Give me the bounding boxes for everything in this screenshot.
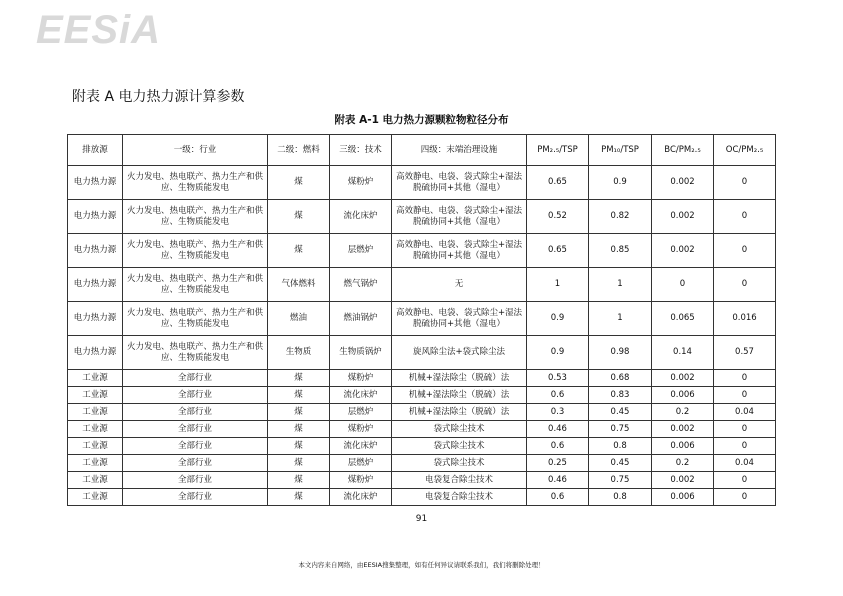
cell-control-facility: 袋式除尘技术 — [392, 421, 527, 438]
cell-fuel: 煤 — [268, 421, 330, 438]
cell-bc-pm25: 0.006 — [652, 489, 714, 506]
cell-industry: 火力发电、热电联产、热力生产和供应、生物质能发电 — [123, 200, 268, 234]
cell-industry: 火力发电、热电联产、热力生产和供应、生物质能发电 — [123, 336, 268, 370]
cell-oc-pm25: 0 — [714, 234, 776, 268]
col-header-industry: 一级：行业 — [123, 135, 268, 166]
cell-industry: 全部行业 — [123, 404, 268, 421]
cell-bc-pm25: 0.002 — [652, 166, 714, 200]
cell-technology: 流化床炉 — [330, 438, 392, 455]
table-row — [68, 302, 776, 336]
col-header-bc-pm25: BC/PM₂.₅ — [652, 135, 714, 166]
cell-control-facility: 电袋复合除尘技术 — [392, 472, 527, 489]
table-row — [68, 336, 776, 370]
table-row — [68, 421, 776, 438]
cell-technology: 层燃炉 — [330, 455, 392, 472]
particle-size-table — [67, 134, 776, 506]
cell-oc-pm25: 0 — [714, 489, 776, 506]
cell-industry: 火力发电、热电联产、热力生产和供应、生物质能发电 — [123, 302, 268, 336]
cell-oc-pm25: 0.57 — [714, 336, 776, 370]
cell-pm10-tsp: 1 — [589, 302, 652, 336]
cell-fuel: 煤 — [268, 404, 330, 421]
cell-control-facility: 机械+湿法除尘（脱硫）法 — [392, 370, 527, 387]
cell-pm25-tsp: 0.3 — [527, 404, 589, 421]
table-row — [68, 200, 776, 234]
cell-technology: 流化床炉 — [330, 387, 392, 404]
cell-oc-pm25: 0 — [714, 200, 776, 234]
cell-source: 工业源 — [68, 455, 123, 472]
table-caption: 附表 A-1 电力热力源颗粒物粒径分布 — [334, 114, 509, 126]
cell-pm25-tsp: 0.46 — [527, 472, 589, 489]
cell-oc-pm25: 0.04 — [714, 404, 776, 421]
cell-pm10-tsp: 0.82 — [589, 200, 652, 234]
col-header-control-facility: 四级：末端治理设施 — [392, 135, 527, 166]
cell-source: 工业源 — [68, 421, 123, 438]
cell-pm10-tsp: 0.85 — [589, 234, 652, 268]
cell-source: 工业源 — [68, 370, 123, 387]
table-row — [68, 268, 776, 302]
cell-pm25-tsp: 0.6 — [527, 387, 589, 404]
cell-fuel: 煤 — [268, 200, 330, 234]
col-header-pm25-tsp: PM₂.₅/TSP — [527, 135, 589, 166]
table-row — [68, 387, 776, 404]
cell-fuel: 煤 — [268, 455, 330, 472]
cell-technology: 煤粉炉 — [330, 166, 392, 200]
cell-pm25-tsp: 0.46 — [527, 421, 589, 438]
cell-pm10-tsp: 0.68 — [589, 370, 652, 387]
cell-source: 工业源 — [68, 404, 123, 421]
cell-technology: 流化床炉 — [330, 200, 392, 234]
eesia-logo: EESiA — [36, 8, 162, 52]
cell-industry: 全部行业 — [123, 421, 268, 438]
cell-source: 电力热力源 — [68, 336, 123, 370]
cell-pm25-tsp: 0.6 — [527, 438, 589, 455]
col-header-technology: 三级：技术 — [330, 135, 392, 166]
cell-oc-pm25: 0.04 — [714, 455, 776, 472]
cell-bc-pm25: 0.002 — [652, 472, 714, 489]
table-row — [68, 455, 776, 472]
cell-pm10-tsp: 0.75 — [589, 472, 652, 489]
cell-technology: 生物质锅炉 — [330, 336, 392, 370]
cell-pm25-tsp: 0.53 — [527, 370, 589, 387]
cell-technology: 煤粉炉 — [330, 370, 392, 387]
cell-industry: 火力发电、热电联产、热力生产和供应、生物质能发电 — [123, 166, 268, 200]
cell-source: 工业源 — [68, 472, 123, 489]
cell-pm10-tsp: 0.8 — [589, 438, 652, 455]
cell-technology: 燃气锅炉 — [330, 268, 392, 302]
cell-pm10-tsp: 1 — [589, 268, 652, 302]
cell-oc-pm25: 0 — [714, 166, 776, 200]
cell-control-facility: 电袋复合除尘技术 — [392, 489, 527, 506]
cell-bc-pm25: 0.2 — [652, 404, 714, 421]
cell-pm10-tsp: 0.83 — [589, 387, 652, 404]
cell-control-facility: 机械+湿法除尘（脱硫）法 — [392, 404, 527, 421]
col-header-fuel: 二级：燃料 — [268, 135, 330, 166]
footer-disclaimer: 本文内容来自网络，由EESIA搜集整理，如有任何异议请联系我们，我们将删除处理！ — [298, 561, 545, 569]
cell-fuel: 煤 — [268, 472, 330, 489]
cell-control-facility: 高效静电、电袋、袋式除尘+湿法脱硫协同+其他（湿电） — [392, 200, 527, 234]
table-row — [68, 404, 776, 421]
table-row — [68, 234, 776, 268]
cell-industry: 火力发电、热电联产、热力生产和供应、生物质能发电 — [123, 268, 268, 302]
cell-control-facility: 高效静电、电袋、袋式除尘+湿法脱硫协同+其他（湿电） — [392, 166, 527, 200]
cell-bc-pm25: 0.002 — [652, 200, 714, 234]
table-row — [68, 370, 776, 387]
cell-source: 电力热力源 — [68, 200, 123, 234]
cell-fuel: 生物质 — [268, 336, 330, 370]
cell-fuel: 煤 — [268, 166, 330, 200]
cell-fuel: 燃油 — [268, 302, 330, 336]
cell-control-facility: 袋式除尘技术 — [392, 455, 527, 472]
cell-pm10-tsp: 0.45 — [589, 455, 652, 472]
cell-source: 工业源 — [68, 438, 123, 455]
cell-technology: 燃油锅炉 — [330, 302, 392, 336]
cell-industry: 全部行业 — [123, 438, 268, 455]
table-row — [68, 472, 776, 489]
cell-pm25-tsp: 0.9 — [527, 302, 589, 336]
cell-control-facility: 无 — [392, 268, 527, 302]
col-header-oc-pm25: OC/PM₂.₅ — [714, 135, 776, 166]
table-row — [68, 489, 776, 506]
cell-source: 工业源 — [68, 489, 123, 506]
cell-control-facility: 高效静电、电袋、袋式除尘+湿法脱硫协同+其他（湿电） — [392, 302, 527, 336]
col-header-pm10-tsp: PM₁₀/TSP — [589, 135, 652, 166]
cell-industry: 全部行业 — [123, 387, 268, 404]
cell-source: 工业源 — [68, 387, 123, 404]
cell-bc-pm25: 0.006 — [652, 387, 714, 404]
cell-oc-pm25: 0 — [714, 421, 776, 438]
cell-pm10-tsp: 0.75 — [589, 421, 652, 438]
cell-pm10-tsp: 0.45 — [589, 404, 652, 421]
cell-bc-pm25: 0.002 — [652, 234, 714, 268]
cell-pm25-tsp: 0.6 — [527, 489, 589, 506]
cell-technology: 层燃炉 — [330, 234, 392, 268]
cell-bc-pm25: 0 — [652, 268, 714, 302]
cell-pm25-tsp: 0.9 — [527, 336, 589, 370]
cell-technology: 煤粉炉 — [330, 472, 392, 489]
cell-control-facility: 旋风除尘法+袋式除尘法 — [392, 336, 527, 370]
table-row — [68, 166, 776, 200]
page-number: 91 — [415, 514, 428, 524]
cell-technology: 煤粉炉 — [330, 421, 392, 438]
cell-bc-pm25: 0.2 — [652, 455, 714, 472]
cell-bc-pm25: 0.065 — [652, 302, 714, 336]
table-row — [68, 438, 776, 455]
cell-industry: 全部行业 — [123, 370, 268, 387]
cell-oc-pm25: 0 — [714, 438, 776, 455]
cell-industry: 火力发电、热电联产、热力生产和供应、生物质能发电 — [123, 234, 268, 268]
section-title: 附表 A 电力热力源计算参数 — [72, 89, 245, 105]
cell-bc-pm25: 0.006 — [652, 438, 714, 455]
cell-bc-pm25: 0.14 — [652, 336, 714, 370]
cell-pm25-tsp: 0.65 — [527, 234, 589, 268]
cell-pm10-tsp: 0.8 — [589, 489, 652, 506]
cell-pm25-tsp: 0.52 — [527, 200, 589, 234]
cell-pm25-tsp: 1 — [527, 268, 589, 302]
cell-bc-pm25: 0.002 — [652, 421, 714, 438]
cell-oc-pm25: 0 — [714, 370, 776, 387]
cell-pm25-tsp: 0.25 — [527, 455, 589, 472]
cell-fuel: 煤 — [268, 438, 330, 455]
table-header-row — [68, 135, 776, 166]
cell-technology: 流化床炉 — [330, 489, 392, 506]
cell-pm10-tsp: 0.9 — [589, 166, 652, 200]
cell-control-facility: 袋式除尘技术 — [392, 438, 527, 455]
cell-bc-pm25: 0.002 — [652, 370, 714, 387]
cell-source: 电力热力源 — [68, 234, 123, 268]
cell-industry: 全部行业 — [123, 472, 268, 489]
cell-source: 电力热力源 — [68, 268, 123, 302]
cell-pm25-tsp: 0.65 — [527, 166, 589, 200]
cell-oc-pm25: 0 — [714, 268, 776, 302]
cell-source: 电力热力源 — [68, 302, 123, 336]
cell-fuel: 气体燃料 — [268, 268, 330, 302]
cell-source: 电力热力源 — [68, 166, 123, 200]
cell-oc-pm25: 0 — [714, 472, 776, 489]
col-header-source: 排放源 — [68, 135, 123, 166]
cell-industry: 全部行业 — [123, 489, 268, 506]
cell-industry: 全部行业 — [123, 455, 268, 472]
cell-technology: 层燃炉 — [330, 404, 392, 421]
cell-control-facility: 机械+湿法除尘（脱硫）法 — [392, 387, 527, 404]
cell-fuel: 煤 — [268, 387, 330, 404]
cell-oc-pm25: 0 — [714, 387, 776, 404]
cell-pm10-tsp: 0.98 — [589, 336, 652, 370]
cell-fuel: 煤 — [268, 370, 330, 387]
cell-fuel: 煤 — [268, 234, 330, 268]
cell-fuel: 煤 — [268, 489, 330, 506]
cell-oc-pm25: 0.016 — [714, 302, 776, 336]
cell-control-facility: 高效静电、电袋、袋式除尘+湿法脱硫协同+其他（湿电） — [392, 234, 527, 268]
